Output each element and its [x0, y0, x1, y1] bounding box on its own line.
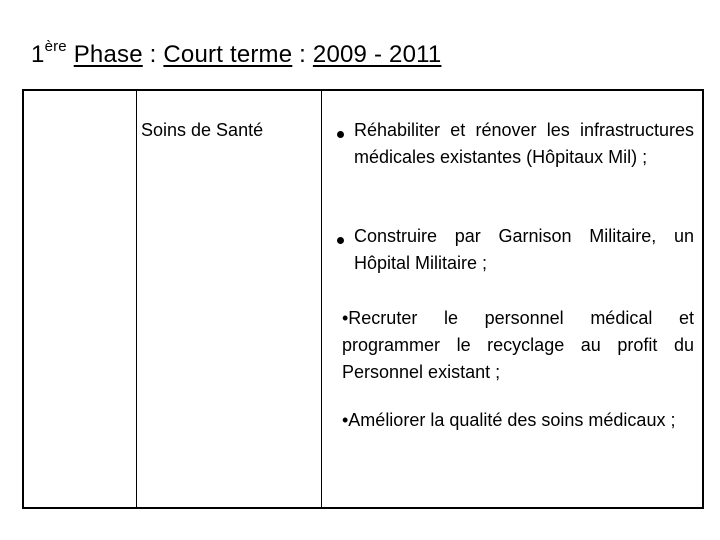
- category-label: Soins de Santé: [141, 120, 264, 140]
- bullet-dot-icon: [337, 131, 344, 138]
- title-superscript: ère: [44, 38, 67, 55]
- column-divider-1: [136, 91, 137, 507]
- bullet-dot-icon: [337, 237, 344, 244]
- plan-table: [22, 89, 704, 509]
- slide-title: [31, 40, 441, 70]
- action-item-4: •Améliorer la qualité des soins médicaux ;: [342, 410, 676, 430]
- title-term: Court terme: [163, 41, 293, 68]
- title-separator-1: :: [142, 41, 164, 68]
- title-separator-2: :: [292, 41, 313, 68]
- action-item-2: Construire par Garnison Militaire, un Hôpital Militaire ;: [354, 226, 694, 273]
- action-item-3: •Recruter le personnel médical et programmer le recyclage au profit du Personnel existant ;: [342, 308, 694, 382]
- title-number: 1: [31, 41, 45, 68]
- title-years: 2009 - 2011: [312, 41, 442, 68]
- action-item-1: Réhabiliter et rénover les infrastructures médicales existantes (Hôpitaux Mil) ;: [354, 120, 694, 167]
- title-phase: Phase: [73, 41, 143, 68]
- column-divider-2: [321, 91, 322, 507]
